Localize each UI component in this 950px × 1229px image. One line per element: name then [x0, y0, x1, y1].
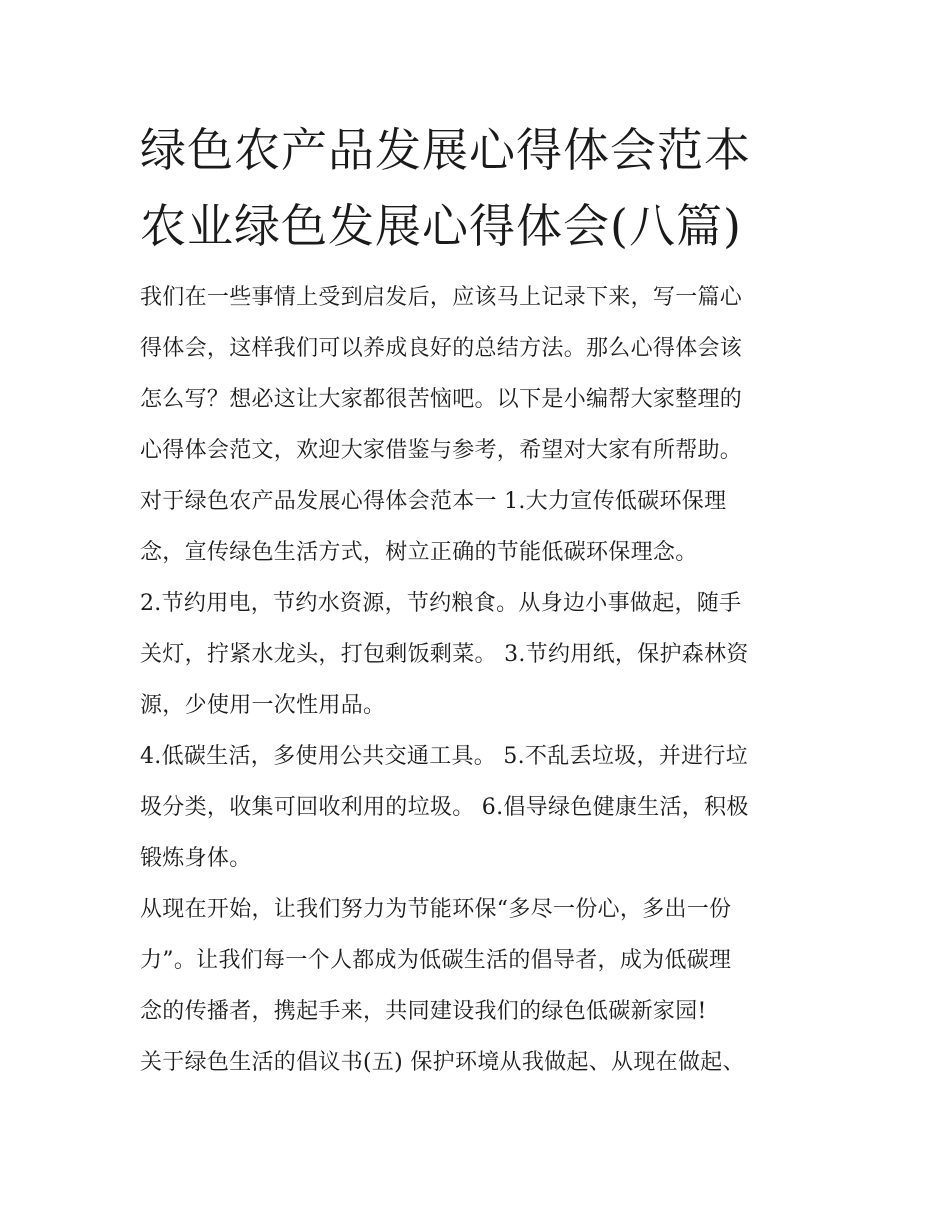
document-title: [140, 112, 812, 264]
text-line: 关灯，拧紧水龙头，打包剩饭剩菜。 3.节约用纸，保护森林资: [140, 642, 749, 667]
section-one-paragraph: [140, 476, 812, 578]
text-line: 圾分类，收集可回收利用的垃圾。 6.倡导绿色健康生活，积极: [140, 795, 749, 820]
text-line: 源，少使用一次性用品。: [140, 693, 386, 718]
title-line-1: 绿色农产品发展心得体会范本: [140, 123, 751, 177]
title-line-2: 农业绿色发展心得体会(八篇): [140, 199, 742, 253]
text-line: 对于绿色农产品发展心得体会范本一 1.大力宣传低碳环保理: [140, 489, 727, 514]
text-line: 从现在开始，让我们努力为节能环保“多尽一份心，多出一份: [140, 897, 732, 922]
intro-paragraph: [140, 272, 812, 476]
text-line: 关于绿色生活的倡议书(五) 保护环境从我做起、从现在做起、: [140, 1050, 745, 1075]
text-line: 怎么写？想必这让大家都很苦恼吧。以下是小编帮大家整理的: [140, 387, 743, 412]
text-line: 念的传播者，携起手来，共同建设我们的绿色低碳新家园!: [140, 999, 707, 1024]
text-line: 锻炼身体。: [140, 846, 252, 871]
text-line: 得体会，这样我们可以养成良好的总结方法。那么心得体会该: [140, 336, 743, 361]
text-line: 4.低碳生活，多使用公共交通工具。 5.不乱丢垃圾，并进行垃: [140, 744, 748, 769]
items-2-3-paragraph: [140, 578, 812, 731]
text-line: 心得体会范文，欢迎大家借鉴与参考，希望对大家有所帮助。: [140, 438, 743, 463]
proposal-paragraph: [140, 1037, 812, 1088]
text-line: 力”。让我们每一个人都成为低碳生活的倡导者，成为低碳理: [140, 948, 732, 973]
document-page: [140, 112, 812, 1088]
text-line: 2.节约用电，节约水资源，节约粮食。从身边小事做起，随手: [140, 591, 742, 616]
call-to-action-paragraph: [140, 884, 812, 1037]
text-line: 我们在一些事情上受到启发后，应该马上记录下来，写一篇心: [140, 285, 743, 310]
items-4-6-paragraph: [140, 731, 812, 884]
text-line: 念，宣传绿色生活方式，树立正确的节能低碳环保理念。: [140, 540, 698, 565]
